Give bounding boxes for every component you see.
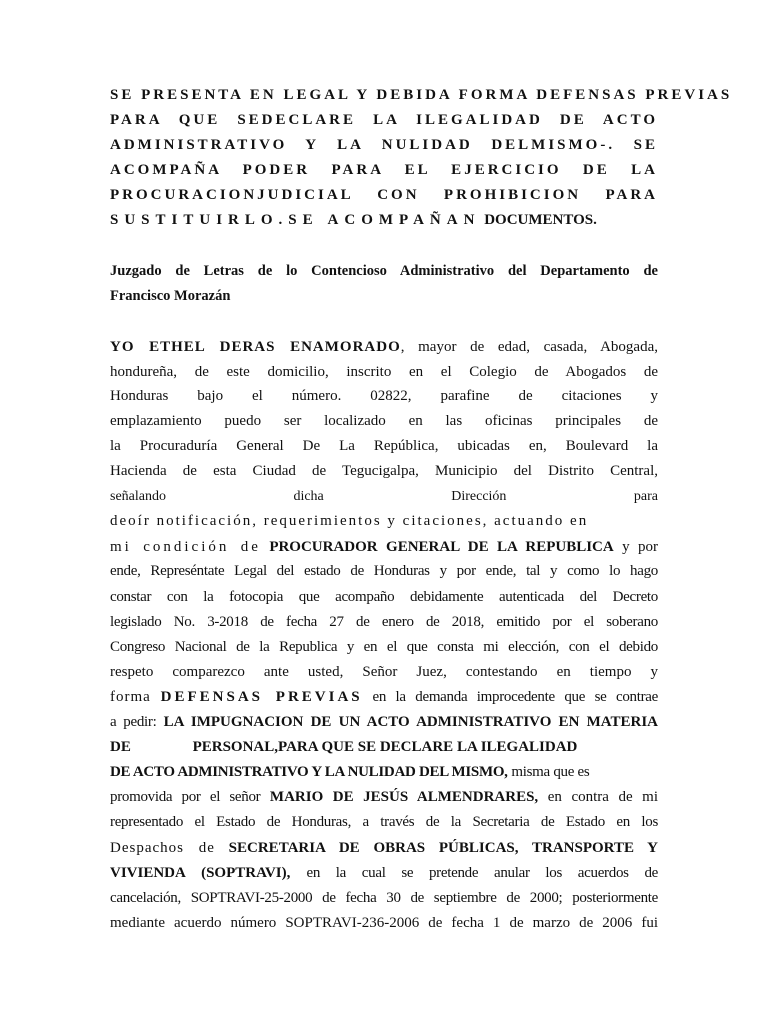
body-line: deoír notificación, requerimientos y citaciones, actuando en [110,513,589,529]
body-line: representado el Estado de Honduras, a través de la Secretaria de Estado en los [110,814,658,830]
heading-line: PROCURACIONJUDICIAL CON PROHIBICION PARA [110,187,658,203]
claim-title: DE ACTO ADMINISTRATIVO Y LA NULIDAD DEL MISMO, [110,764,508,780]
body-line [110,737,658,757]
defense-title: DEFENSAS PREVIAS [160,689,363,705]
body-line: mediante acuerdo número SOPTRAVI-236-2006 de fecha 1 de marzo de 2006 fui [110,915,658,931]
body-text: en la cual se pretende anular los acuerdos de [306,865,658,881]
agency-name: SECRETARIA DE OBRAS PÚBLICAS, TRANSPORTE Y [228,840,659,856]
body-line: la Procuraduría General De La República, ubicadas en, Boulevard la [110,438,658,454]
court-line: Francisco Morazán [110,288,231,304]
body-line [110,337,658,357]
heading-line [110,210,658,230]
plaintiff-name: MARIO DE JESÚS ALMENDRARES, [269,789,539,805]
body-line [110,787,658,807]
body-text: en contra de mi [547,789,659,805]
body-text: y por [622,539,659,555]
body-line: Congreso Nacional de la Republica y en el que consta mi elección, con el debido [110,639,658,655]
body-line [110,762,658,782]
heading-line: ADMINISTRATIVO Y LA NULIDAD DELMISMO-. SE [110,137,658,153]
body-line: hondureña, de este domicilio, inscrito en el Colegio de Abogados de [110,364,658,380]
body-text: misma que es [511,764,590,780]
author-name: YO ETHEL DERAS ENAMORADO [110,339,401,355]
agency-name: VIVIENDA (SOPTRAVI), [110,865,291,881]
court-line: Juzgado de Letras de lo Contencioso Administrativo del Departamento de [110,263,658,279]
body-line [110,687,658,707]
body-line: respeto comparezco ante usted, Señor Juez, contestando en tiempo y [110,664,658,680]
body-text: a pedir: [110,714,157,730]
body-line: cancelación, SOPTRAVI-25-2000 de fecha 30 de septiembre de 2000; posteriormente [110,890,658,906]
body-line: legislado No. 3-2018 de fecha 27 de enero de 2018, emitido por el soberano [110,614,658,630]
body-line: Honduras bajo el número. 02822, parafine de citaciones y [110,388,658,404]
claim-title: PERSONAL,PARA QUE SE DECLARE LA ILEGALIDAD [192,739,578,755]
body-line [110,537,658,557]
claim-title: DE [110,739,131,755]
body-text: mi condición de [110,539,261,555]
body-line [110,838,658,858]
heading-text: DOCUMENTOS. [484,212,597,228]
body-text: , mayor de edad, casada, Abogada, [400,339,658,355]
body-text: promovida por el señor [110,789,261,805]
body-line [110,712,658,732]
body-text: en la demanda improcedente que se contrae [372,689,659,705]
body-line: Hacienda de esta Ciudad de Tegucigalpa, Municipio del Distrito Central, [110,463,658,479]
heading-line: ACOMPAÑA PODER PARA EL EJERCICIO DE LA [110,162,658,178]
body-line [110,863,658,883]
office-title: PROCURADOR GENERAL DE LA REPUBLICA [269,539,614,555]
heading-text: SUSTITUIRLO.SE ACOMPAÑAN [110,212,481,228]
body-line: constar con la fotocopia que acompaño debidamente autenticada del Decreto [110,589,658,605]
body-line: señalando dicha Dirección para [110,489,658,504]
heading-line: PARA QUE SEDECLARE LA ILEGALIDAD DE ACTO [110,112,658,128]
claim-title: LA IMPUGNACION DE UN ACTO ADMINISTRATIVO EN MATERIA [163,714,658,730]
body-text: forma [110,689,151,705]
heading-line: SE PRESENTA EN LEGAL Y DEBIDA FORMA DEFENSAS PREVIAS [110,87,733,103]
body-line: ende, Represéntate Legal del estado de Honduras y por ende, tal y como lo hago [110,563,658,579]
body-line: emplazamiento puedo ser localizado en las oficinas principales de [110,413,658,429]
body-text: Despachos de [110,840,215,856]
